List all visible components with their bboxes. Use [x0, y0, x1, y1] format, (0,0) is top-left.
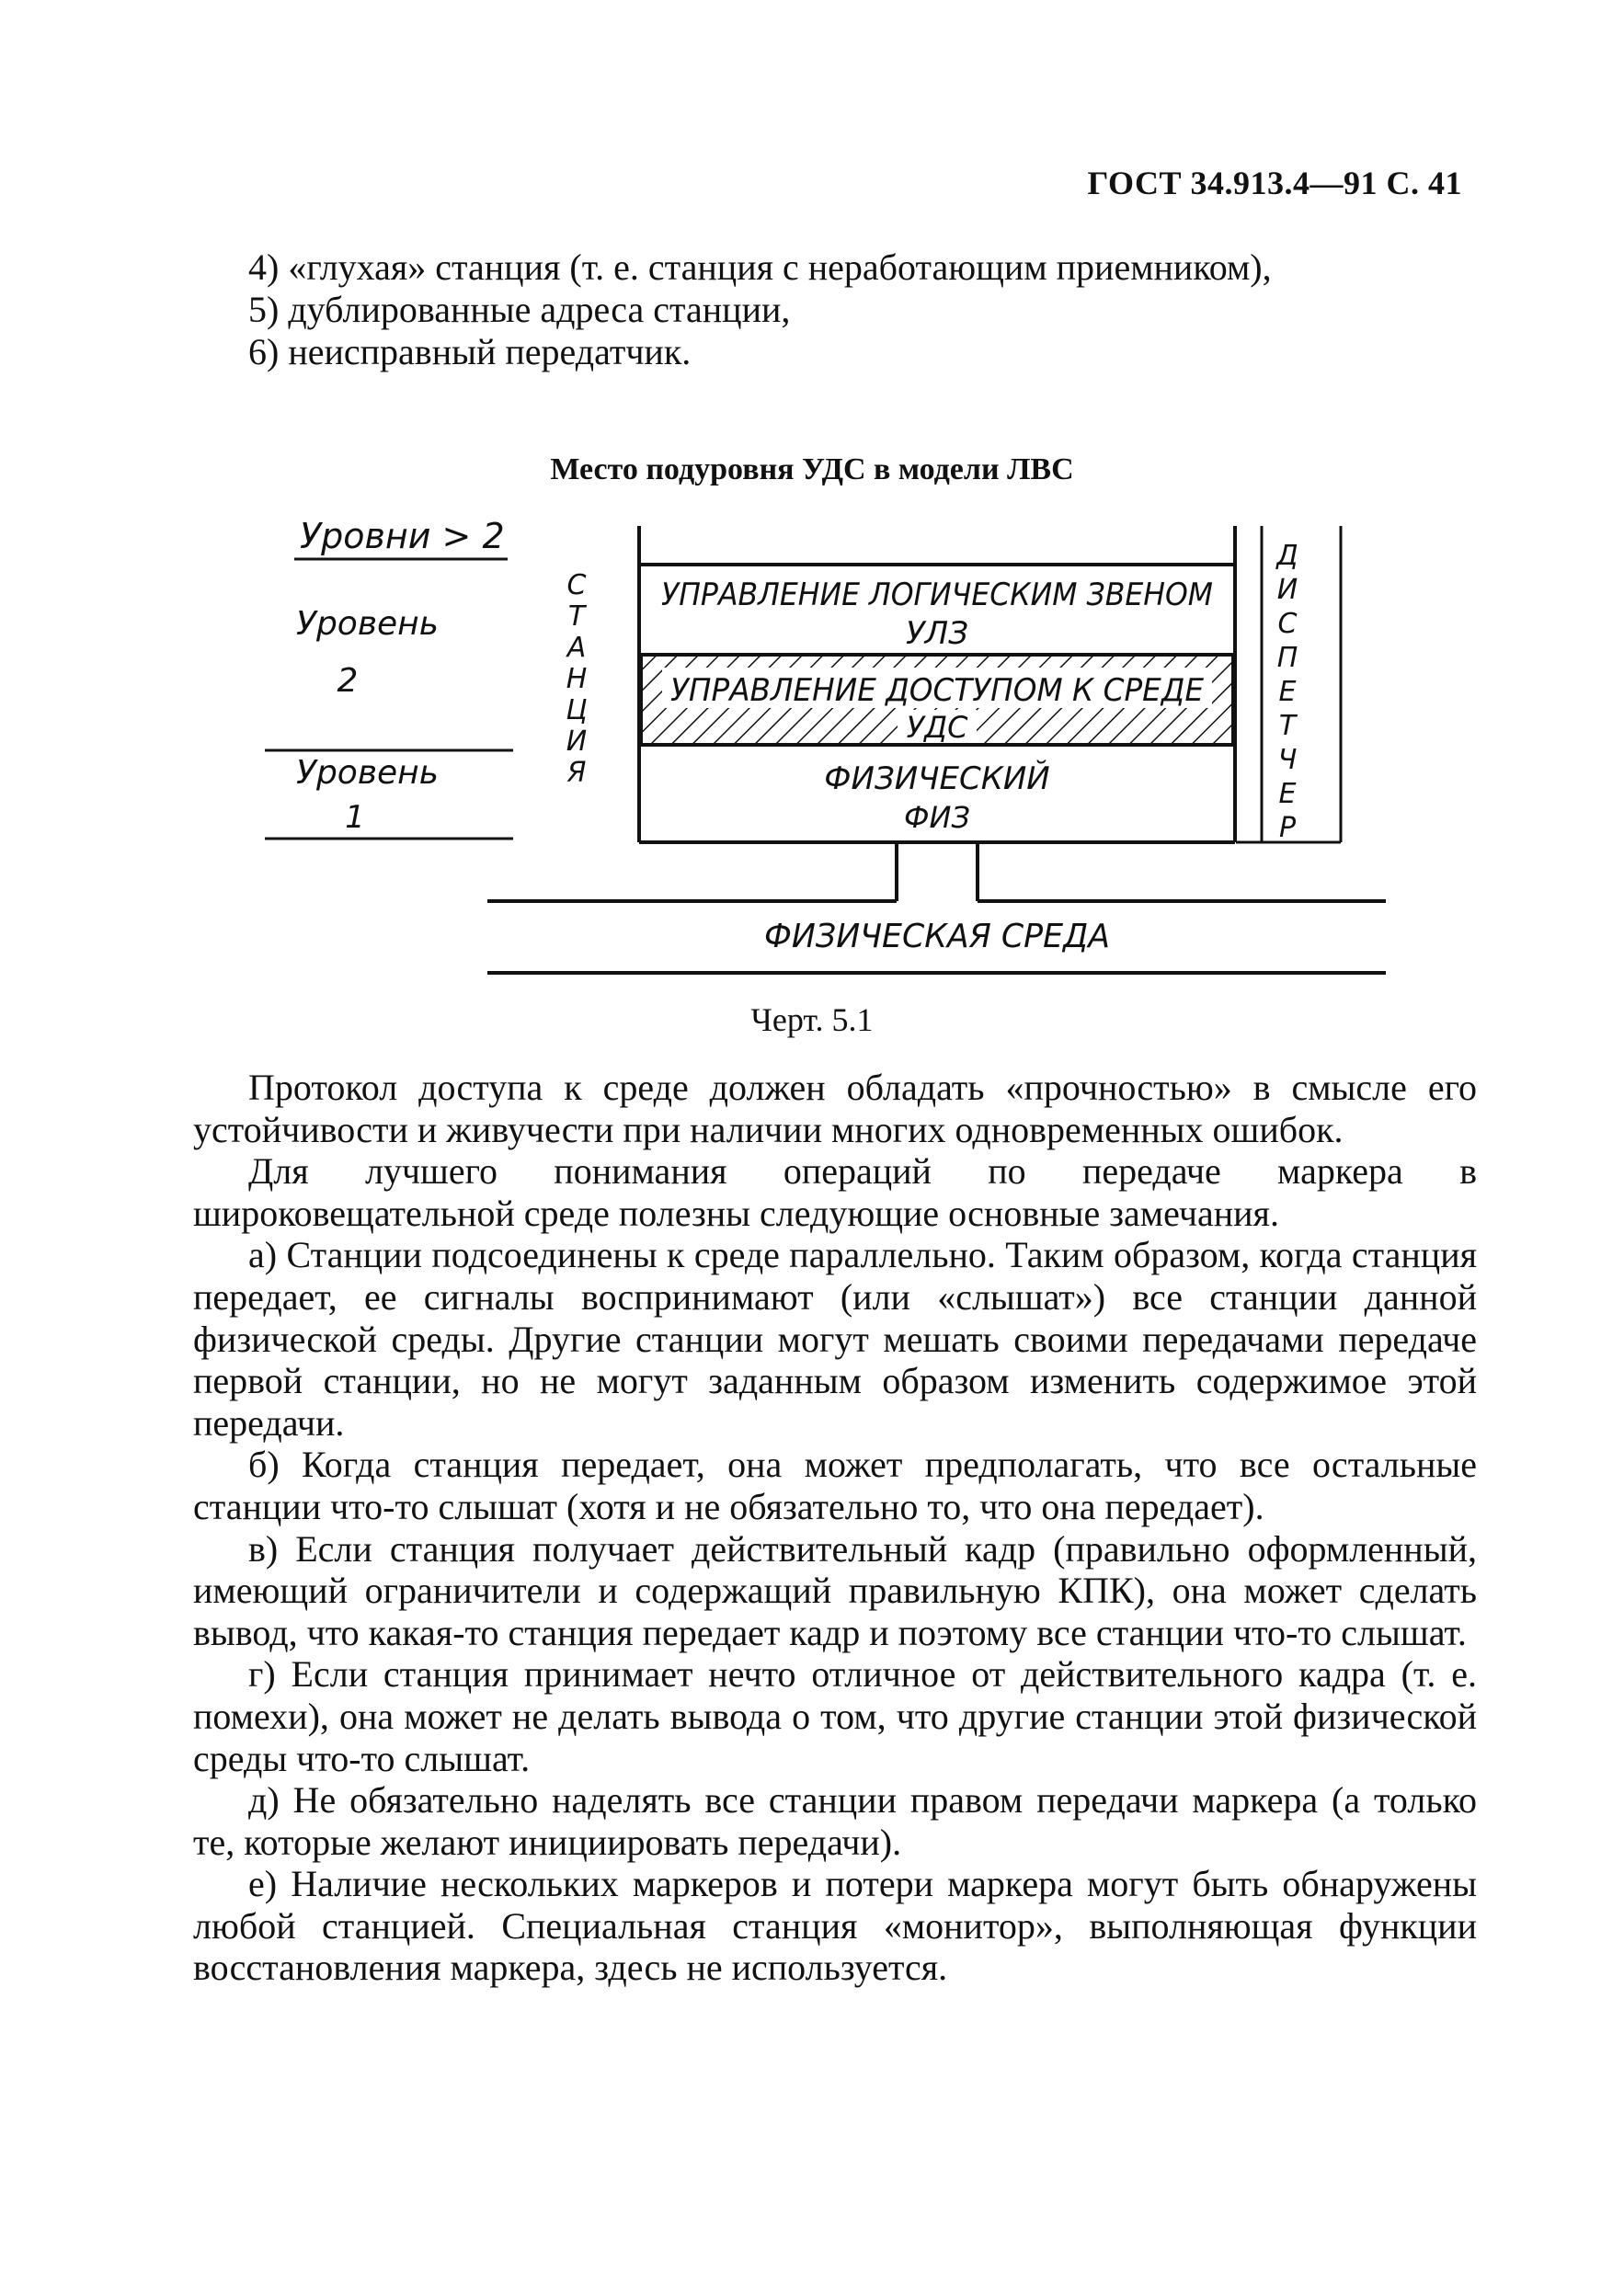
- dispatcher-vertical-label: [1275, 540, 1298, 844]
- paragraph: е) Наличие нескольких маркеров и потери маркера могут быть обнаружены любой станцией. Специальная станция «монитор», выполняющая функции восстановления маркера, здесь не используется.: [193, 1863, 1477, 1989]
- list-item: 5) дублированные адреса станции,: [248, 289, 791, 330]
- llc-layer-name: УПРАВЛЕНИЕ ЛОГИЧЕСКИМ ЗВЕНОМ: [661, 577, 1213, 613]
- dispatcher-label-letter: И: [1276, 574, 1298, 606]
- paragraph: г) Если станция принимает нечто отличное от действительного кадра (т. е. помехи), она может не делать вывода о том, что другие станции этой физической среды что-то слышат.: [193, 1653, 1477, 1779]
- phy-layer-name: ФИЗИЧЕСКИЙ: [824, 760, 1050, 797]
- paragraph: а) Станции подсоединены к среде параллельно. Таким образом, когда станция передает, ее сигналы воспринимают (или «слышат») все станции данной физической среды. Другие станции могут мешать своими передачами передаче первой станции, но не могут заданным образом изменить содержимое этой передачи.: [193, 1234, 1477, 1444]
- level-label-1-word: Уровень: [296, 754, 439, 792]
- dispatcher-label-letter: Д: [1276, 540, 1298, 572]
- dispatcher-label-letter: Е: [1278, 676, 1297, 708]
- figure-caption: Черт. 5.1: [750, 1001, 874, 1038]
- list-item: 4) «глухая» станция (т. е. станция с неработающим приемником),: [248, 246, 1272, 288]
- level-label-upper: Уровни > 2: [300, 516, 505, 556]
- station-label-letter: И: [566, 725, 588, 758]
- figure-title: Место подуровня УДС в модели ЛВС: [550, 452, 1074, 486]
- dispatcher-label-letter: Ч: [1277, 744, 1298, 776]
- list-item: 6) неисправный передатчик.: [248, 331, 692, 372]
- station-label-letter: С: [566, 569, 587, 601]
- dispatcher-label-letter: Т: [1278, 710, 1297, 742]
- dispatcher-label-letter: Р: [1278, 812, 1297, 844]
- level-label-1-number: 1: [345, 799, 365, 836]
- page-header-standard-code: ГОСТ 34.913.4—91 С. 41: [1087, 165, 1462, 201]
- mac-layer-name: УПРАВЛЕНИЕ ДОСТУПОМ К СРЕДЕ: [670, 672, 1205, 709]
- level-label-2-number: 2: [337, 662, 359, 700]
- station-label-letter: А: [566, 632, 587, 664]
- level-label-2-word: Уровень: [296, 605, 439, 643]
- paragraph: Протокол доступа к среде должен обладать «прочностью» в смысле его устойчивости и живучести при наличии многих одновременных ошибок.: [193, 1067, 1477, 1150]
- dispatcher-label-letter: Е: [1278, 778, 1297, 810]
- station-label-letter: Ц: [566, 694, 588, 726]
- lan-model-diagram: [0, 0, 1624, 1011]
- station-label-letter: Н: [566, 663, 588, 695]
- station-label-letter: Т: [567, 600, 586, 633]
- paragraph: Для лучшего понимания операций по передаче маркера в широковещательной среде полезны следующие основные замечания.: [193, 1150, 1477, 1234]
- physical-medium-label: ФИЗИЧЕСКАЯ СРЕДА: [764, 918, 1110, 955]
- llc-layer-abbr: УЛЗ: [905, 615, 969, 652]
- phy-layer-abbr: ФИЗ: [904, 800, 970, 835]
- paragraph: б) Когда станция передает, она может предполагать, что все остальные станции что-то слышат (хотя и не обязательно то, что она передает).: [193, 1444, 1477, 1527]
- paragraph: в) Если станция получает действительный кадр (правильно оформленный, имеющий ограничители и содержащий правильную КПК), она может сделать вывод, что какая-то станция передает кадр и поэтому все станции что-то слышат.: [193, 1527, 1477, 1653]
- paragraph: д) Не обязательно наделять все станции правом передачи маркера (а только те, которые желают инициировать передачи).: [193, 1779, 1477, 1863]
- dispatcher-label-letter: С: [1277, 608, 1298, 640]
- station-vertical-label: [566, 569, 588, 789]
- dispatcher-label-letter: П: [1276, 642, 1298, 674]
- station-label-letter: Я: [566, 757, 587, 789]
- body-text: [193, 1067, 1477, 1989]
- mac-layer-abbr: УДС: [906, 710, 968, 745]
